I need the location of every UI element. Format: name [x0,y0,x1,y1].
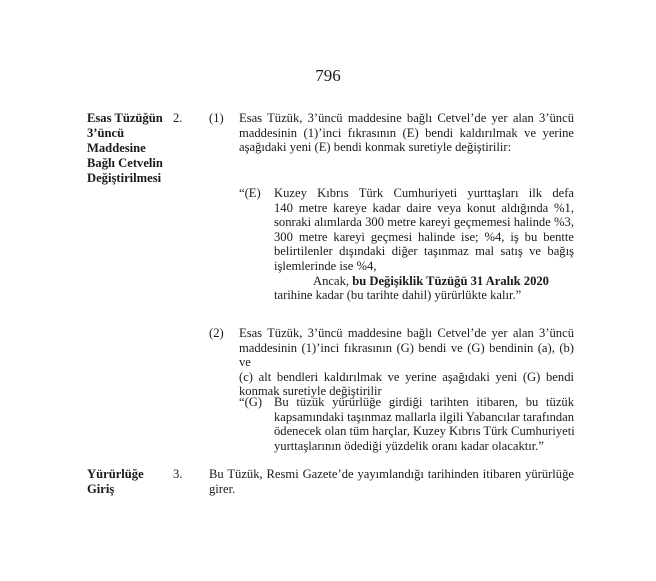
heading-line: Maddesine [87,141,146,155]
text-line: tarihine kadar (bu tarihte dahil) yürürlükte kalır.” [274,288,522,303]
heading-line: Giriş [87,482,115,496]
heading-line: Bağlı Cetvelin [87,156,163,170]
text-line: 140 metre kareye kadar daire veya konut aldığında %1, [274,200,574,215]
text-line: yurttaşlarının ödediği yüzdelik oranı kadar olacaktır.” [274,438,544,453]
text-line: Kuzey Kıbrıs Türk Cumhuriyeti yurttaşları ilk defa [274,186,574,200]
text-line: girer. [209,481,236,496]
subsection-2-text [239,326,574,399]
quote-e-label: “(E) [239,186,261,200]
heading-line: Esas Tüzüğün [87,111,163,125]
section-3-text [209,467,574,496]
section-3-number: 3. [173,467,183,481]
quote-e-text [274,186,574,303]
section-2-number: 2. [173,111,183,125]
text-line: konmak suretiyle değiştirilir [239,384,382,399]
text-line: maddesinin (1)’inci fıkrasının (G) bendi ve (G) bendinin (a), (b) ve [239,340,574,370]
ancak-prefix: Ancak, [313,273,350,288]
quote-g-text [274,395,574,453]
section-3-heading [87,467,144,497]
subsection-1-label: (1) [209,111,224,125]
page-number: 796 [315,66,341,85]
text-line: 300 metre kareyi geçmesi halinde ise; %4, iş bu bentte [274,229,574,244]
text-line: ödenecek olan tüm harçlar, Kuzey Kıbrıs Türk Cumhuriyeti [274,424,575,439]
text-line: (c) alt bendleri kaldırılmak ve yerine aşağıdaki yeni (G) bendi [239,369,574,384]
subsection-1-text [239,111,574,155]
text-line: maddesinin (1)’inci fıkrasının (E) bendi kaldırılmak ve yerine [239,125,574,140]
ancak-bold: bu Değişiklik Tüzüğü 31 Aralık 2020 [352,273,549,288]
text-line: işlemlerinde ise %4, [274,258,377,273]
text-line: Esas Tüzük, 3’üncü maddesine bağlı Cetvel’de yer alan 3’üncü [239,326,574,340]
ancak-line [274,274,574,289]
text-line: kapsamındaki taşınmaz mallarla ilgili Yabancılar tarafından [274,409,575,424]
text-line: belirtilenler dışındaki diğer taşınmaz mal satış ve bağış [274,244,574,259]
heading-line: Değiştirilmesi [87,171,162,185]
quote-g-label: “(G) [239,395,263,409]
text-line: Bu Tüzük, Resmi Gazete’de yayımlandığı tarihinden itibaren yürürlüğe [209,467,574,481]
heading-line: Yürürlüğe [87,467,144,481]
heading-line: 3’üncü [87,126,125,140]
text-line: Bu tüzük yürürlüğe girdiği tarihten itibaren, bu tüzük [274,395,574,409]
section-2-heading [87,111,163,186]
text-line: Esas Tüzük, 3’üncü maddesine bağlı Cetvel’de yer alan 3’üncü [239,111,574,125]
text-line: aşağıdaki yeni (E) bendi konmak suretiyle değiştirilir: [239,140,512,155]
text-line: sonraki alımlarda 300 metre kareyi geçmemesi halinde %3, [274,215,574,230]
subsection-2-label: (2) [209,326,224,340]
